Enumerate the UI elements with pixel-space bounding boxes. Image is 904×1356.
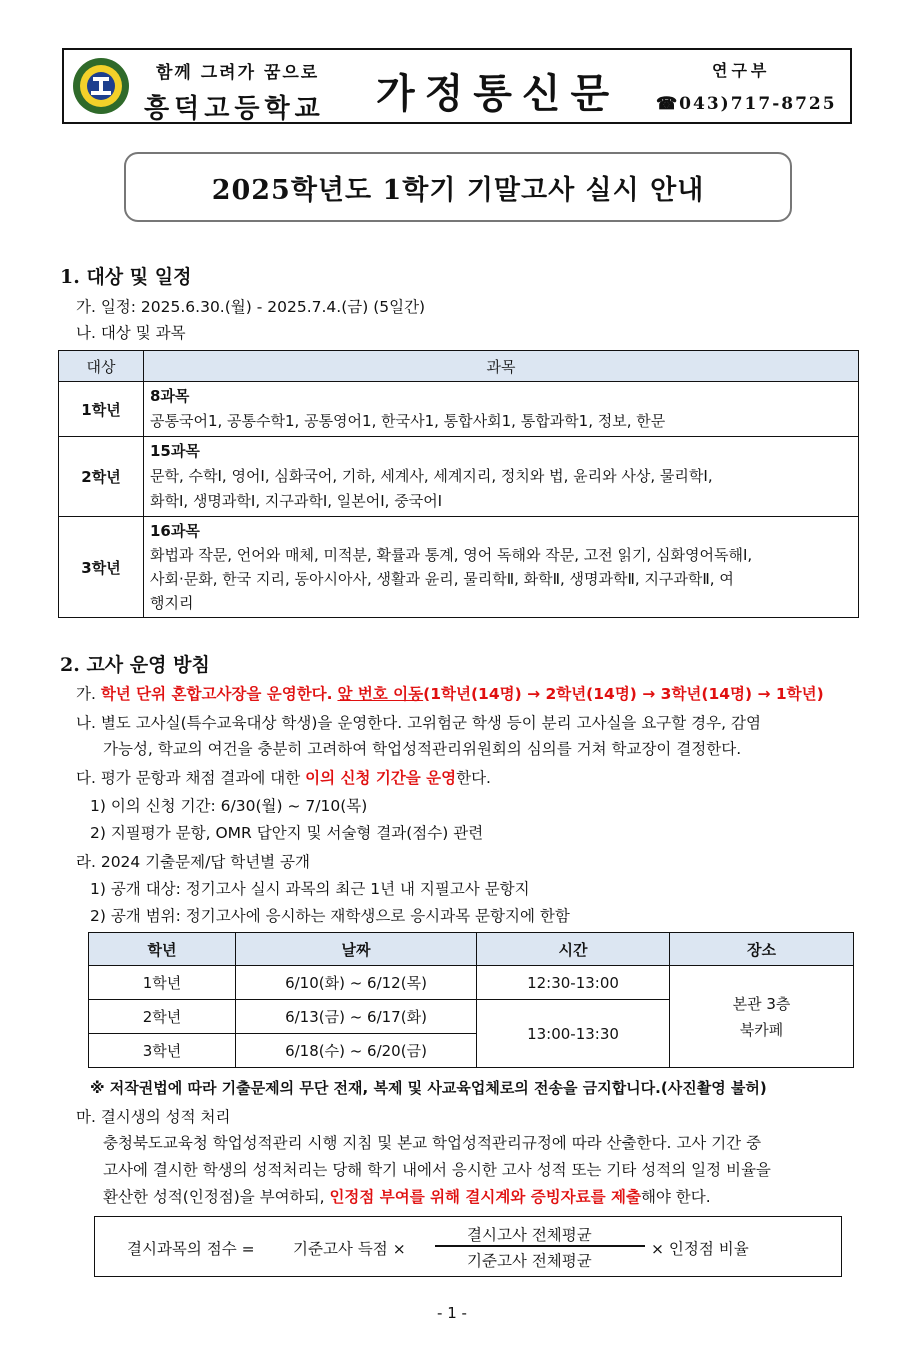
date-cell: 6/10(화) ~ 6/12(목) (236, 966, 477, 1000)
table-header-grade: 학년 (89, 933, 236, 966)
policy-a-red2: 앞 번호 이동 (337, 685, 424, 703)
school-slogan: 함께 그려가 꿈으로 (156, 63, 320, 83)
subjects-heading: 나. 대상 및 과목 (76, 324, 186, 342)
table-row (89, 966, 854, 1000)
title-box (124, 152, 792, 222)
phone-number: ☎043)717-8725 (656, 94, 837, 114)
page-number: - 1 - (437, 1304, 467, 1322)
policy-a-red1: 학년 단위 혼합고사장을 운영한다. (100, 685, 333, 703)
subject-list: 화법과 작문, 언어와 매체, 미적분, 확률과 통계, 영어 독해와 작문, 고전 읽기, 심화영어독해Ⅰ, (150, 546, 753, 564)
subject-list: 사회·문화, 한국 지리, 동아시아사, 생활과 윤리, 물리학Ⅱ, 화학Ⅱ, 생명과학Ⅱ, 지구과학Ⅱ, 여 (150, 570, 734, 588)
table-header-time: 시간 (477, 933, 670, 966)
policy-c-suffix: 한다. (456, 769, 491, 787)
policy-e-line2: 고사에 결시한 학생의 성적처리는 당해 학기 내에서 응시한 고사 성적 또는 기타 성적의 일정 비율을 (103, 1161, 771, 1179)
document-type-title: 가정통신문 (376, 71, 620, 117)
policy-a-prefix: 가. (76, 685, 101, 703)
formula-base: 기준고사 득점 × (293, 1240, 406, 1258)
policy-c (76, 766, 491, 788)
policy-e: 마. 결시생의 성적 처리 (76, 1108, 231, 1126)
table-header-target: 대상 (59, 351, 144, 382)
policy-b-line2: 가능성, 학교의 여건을 충분히 고려하여 학업성적관리위원회의 심의를 거쳐 학교장이 결정한다. (103, 740, 742, 758)
time-cell: 13:00-13:30 (477, 1000, 670, 1068)
formula-tail: × 인정점 비율 (651, 1240, 749, 1258)
score-formula-box (94, 1216, 842, 1277)
date-cell: 6/13(금) ~ 6/17(화) (236, 1000, 477, 1034)
time-cell: 12:30-13:00 (477, 966, 670, 1000)
subject-count: 8과목 (150, 387, 190, 405)
formula-lhs: 결시과목의 점수 = (127, 1240, 255, 1258)
school-name: 흥덕고등학교 (144, 94, 325, 124)
policy-e-line3 (103, 1185, 711, 1207)
subject-list: 행지리 (150, 594, 194, 612)
policy-a (76, 682, 824, 704)
table-header-subjects: 과목 (144, 351, 859, 382)
table-header-place: 장소 (670, 933, 854, 966)
subjects-cell (144, 382, 859, 437)
school-logo-icon (72, 57, 130, 115)
policy-d: 라. 2024 기출문제/답 학년별 공개 (76, 853, 311, 871)
grade-cell: 1학년 (89, 966, 236, 1000)
subject-count: 16과목 (150, 522, 200, 540)
policy-d2: 2) 공개 범위: 정기고사에 응시하는 재학생으로 응시과목 문항지에 한함 (90, 907, 570, 925)
subject-list: 화학Ⅰ, 생명과학Ⅰ, 지구과학Ⅰ, 일본어Ⅰ, 중국어Ⅰ (150, 492, 443, 510)
newsletter-header (62, 48, 852, 124)
policy-a-red3: (1학년(14명) → 2학년(14명) → 3학년(14명) → 1학년) (423, 685, 824, 703)
place-line: 북카페 (739, 1020, 784, 1039)
policy-b-line1: 나. 별도 고사실(특수교육대상 학생)을 운영한다. 고위험군 학생 등이 분리 고사실을 요구할 경우, 감염 (76, 714, 761, 732)
subjects-table (58, 350, 859, 618)
exam-release-table (88, 932, 854, 1068)
subjects-cell (144, 517, 859, 618)
subject-list: 공통국어1, 공통수학1, 공통영어1, 한국사1, 통합사회1, 통합과학1, 정보, 한문 (150, 412, 666, 430)
policy-c-prefix: 다. 평가 문항과 채점 결과에 대한 (76, 769, 306, 787)
grade-cell: 3학년 (59, 517, 144, 618)
policy-e-line3-prefix: 환산한 성적(인정점)을 부여하되, (103, 1188, 330, 1206)
policy-c-red: 이의 신청 기간을 운영 (305, 769, 457, 787)
subject-list: 문학, 수학Ⅰ, 영어Ⅰ, 심화국어, 기하, 세계사, 세계지리, 정치와 법, 윤리와 사상, 물리학Ⅰ, (150, 467, 713, 485)
subjects-cell (144, 437, 859, 517)
grade-cell: 2학년 (89, 1000, 236, 1034)
formula-numerator: 결시고사 전체평균 (467, 1226, 592, 1244)
policy-c2: 2) 지필평가 문항, OMR 답안지 및 서술형 결과(점수) 관련 (90, 824, 484, 842)
table-row (59, 437, 859, 517)
formula-denominator: 기준고사 전체평균 (467, 1252, 592, 1270)
grade-cell: 2학년 (59, 437, 144, 517)
table-header-date: 날짜 (236, 933, 477, 966)
copyright-notice: ※ 저작권법에 따라 기출문제의 무단 전재, 복제 및 사교육업체로의 전송을 금지합니다.(사진촬영 불허) (90, 1079, 767, 1097)
page-title: 2025학년도 1학기 기말고사 실시 안내 (211, 174, 705, 206)
table-row (59, 517, 859, 618)
place-cell (670, 966, 854, 1068)
table-row (59, 382, 859, 437)
grade-cell: 3학년 (89, 1034, 236, 1068)
grade-cell: 1학년 (59, 382, 144, 437)
policy-e-line3-suffix: 해야 한다. (640, 1188, 711, 1206)
department-name: 연구부 (712, 61, 771, 80)
fraction-bar (435, 1245, 645, 1247)
subject-count: 15과목 (150, 442, 200, 460)
date-cell: 6/18(수) ~ 6/20(금) (236, 1034, 477, 1068)
section2-heading: 2. 고사 운영 방침 (60, 654, 210, 676)
policy-e-line1: 충청북도교육청 학업성적관리 시행 지침 및 본교 학업성적관리규정에 따라 산출한다. 고사 기간 중 (103, 1134, 762, 1152)
place-line: 본관 3층 (732, 994, 791, 1013)
policy-d1: 1) 공개 대상: 정기고사 실시 과목의 최근 1년 내 지필고사 문항지 (90, 880, 530, 898)
policy-e-line3-red: 인정점 부여를 위해 결시계와 증빙자료를 제출 (329, 1188, 641, 1206)
policy-c1: 1) 이의 신청 기간: 6/30(월) ~ 7/10(목) (90, 797, 368, 815)
exam-schedule: 가. 일정: 2025.6.30.(월) - 2025.7.4.(금) (5일간) (76, 298, 426, 316)
section1-heading: 1. 대상 및 일정 (60, 266, 192, 288)
